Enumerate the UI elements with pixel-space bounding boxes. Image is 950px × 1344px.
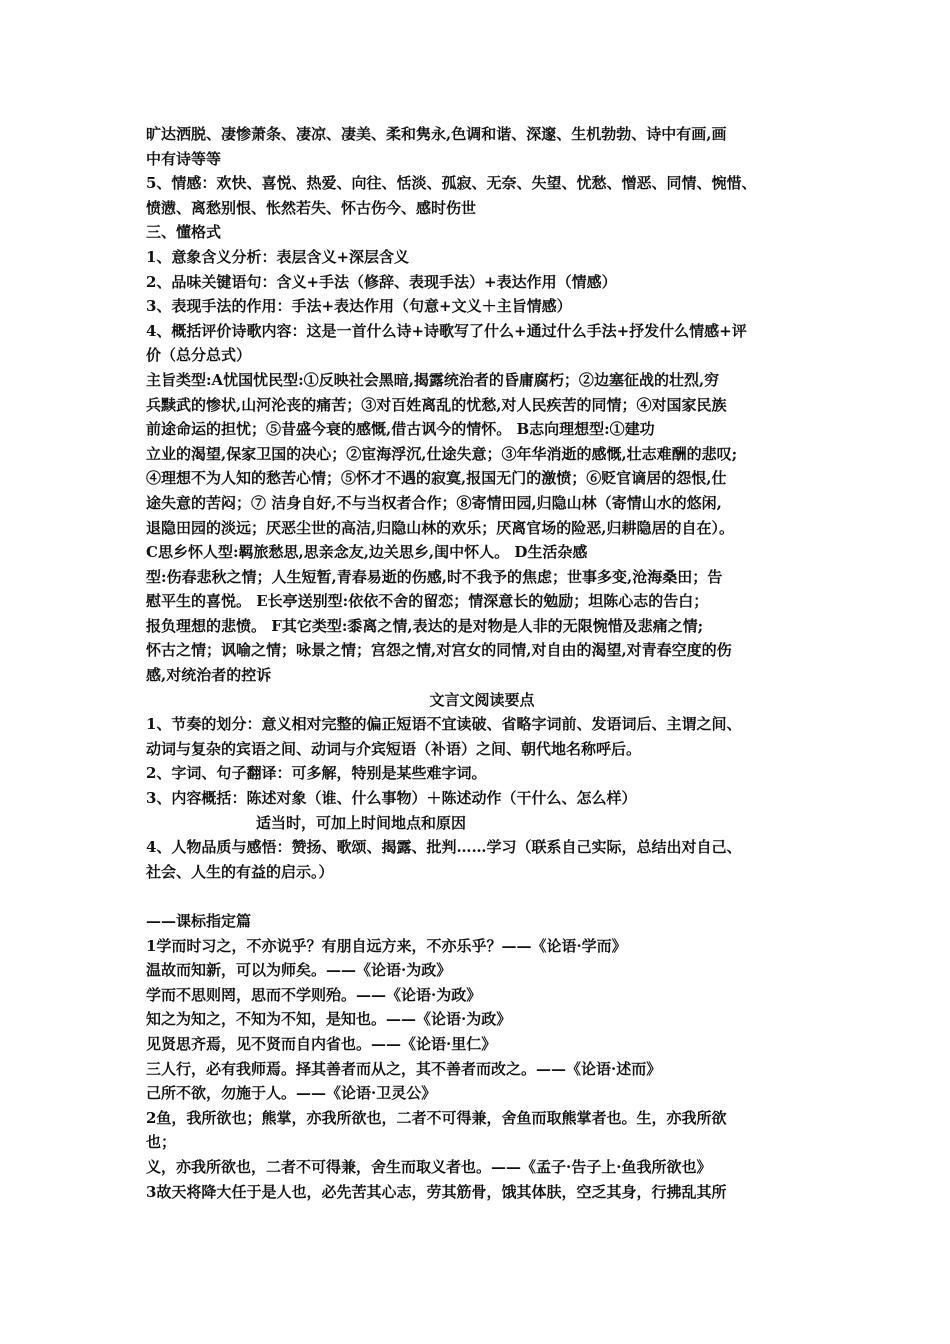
text-line: 感,对统治者的控诉 [146,666,272,685]
text-line: 见贤思齐焉，见不贤而自内省也。——《论语·里仁》 [146,1034,497,1053]
text-line: 1、意象含义分析：表层含义+深层含义 [146,247,410,266]
text-line: 3、表现手法的作用：手法+表达作用（句意+文义＋主旨情感） [146,297,572,316]
text-line: 退隐田园的淡远；厌恶尘世的高洁,归隐山林的欢乐；厌离官场的险恶,归耕隐居的自在）。 [146,518,734,537]
text-line: 己所不欲，勿施于人。——《论语·卫灵公》 [146,1084,437,1103]
text-line: 温故而知新，可以为师矣。——《论语·为政》 [146,961,452,980]
text-line: C思乡怀人型:羁旅愁思,思亲念友,边关思乡,闺中怀人。 D生活杂感 [146,543,588,562]
text-line: 旷达洒脱、凄惨萧条、凄凉、凄美、柔和隽永,色调和谐、深邃、生机勃勃、诗中有画,画 [146,125,727,143]
text-line: 也； [146,1133,177,1152]
text-line: 5、情感：欢快、喜悦、热爱、向往、恬淡、孤寂、无奈、失望、忧愁、憎恶、同情、惋惜、 [146,174,757,193]
text-line: 兵黩武的惨状,山河沦丧的痛苦；③对百姓离乱的忧愁,对人民疾苦的同情；④对国家民族 [146,395,727,414]
text-line: 慰平生的喜悦。 E长亭送别型:依依不舍的留恋；情深意长的勉励；坦陈心志的告白； [146,592,709,611]
text-line: 适当时，可加上时间地点和原因 [256,813,467,832]
text-line: ④理想不为人知的愁苦心情；⑤怀才不遇的寂寞,报国无门的激愤；⑥贬官谪居的怨恨,仕 [146,469,727,488]
text-line: 途失意的苦闷；⑦ 洁身自好,不与当权者合作；⑧寄情田园,归隐山林（寄情山水的悠闲, [146,493,722,512]
text-line: 2、字词、句子翻译：可多解，特别是某些难字词。 [146,764,487,783]
text-line: 学而不思则罔，思而不学则殆。——《论语·为政》 [146,985,482,1004]
text-line: 2、品味关键语句：含义+手法（修辞、表现手法）+表达作用（情感） [146,272,617,291]
text-line: 前途命运的担忧；⑤昔盛今衰的感慨,借古讽今的情怀。 B志向理想型:①建功 [146,420,655,439]
text-line: 报负理想的悲愤。 F其它类型:黍离之情,表达的是对物是人非的无限惋惜及悲痛之情; [146,616,704,635]
text-line: 三、懂格式 [146,223,222,242]
text-line: 主旨类型:A忧国忧民型:①反映社会黑暗,揭露统治者的昏庸腐朽；②边塞征战的壮烈,穷 [146,370,720,389]
text-line: ——课标指定篇 [146,912,252,930]
text-line: 怀古之情；讽喻之情；咏景之情；宫怨之情,对宫女的同情,对自由的渴望,对青春空度的伤 [146,641,732,660]
text-line: 3、内容概括：陈述对象（谁、什么事物）＋陈述动作（干什么、怎么样） [146,789,637,808]
text-line: 中有诗等等 [146,149,222,168]
text-line: 4、概括评价诗歌内容：这是一首什么诗+诗歌写了什么+通过什么手法+抒发什么情感+评 [146,321,747,340]
text-line: 动词与复杂的宾语之间、动词与介宾短语（补语）之间、朝代地名称呼后。 [146,739,642,758]
text-line: 4、人物品质与感悟：赞扬、歌颂、揭露、批判……学习（联系自己实际，总结出对自己、 [146,838,742,857]
text-line: 三人行，必有我师焉。择其善者而从之，其不善者而改之。——《论语·述而》 [146,1059,662,1078]
text-line: 价（总分总式） [146,346,252,365]
text-line: 义，亦我所欲也，二者不可得兼，舍生而取义者也。——《孟子·告子上·鱼我所欲也》 [146,1157,712,1176]
document-body [146,122,818,1204]
text-line [146,884,818,909]
text-line: 1学而时习之，不亦说乎？有朋自远方来，不亦乐乎？——《论语·学而》 [146,936,627,955]
text-line: 1、节奏的划分：意义相对完整的偏正短语不宜读破、省略字词前、发语词后、主谓之间、 [146,715,742,734]
section-heading: 文言文阅读要点 [429,690,535,709]
text-line: 2鱼，我所欲也；熊掌，亦我所欲也，二者不可得兼，舍鱼而取熊掌者也。生，亦我所欲 [146,1108,727,1127]
text-line: 立业的渴望,保家卫国的决心；②宦海浮沉,仕途失意；③年华消逝的感慨,壮志难酬的悲叹; [146,444,738,463]
text-line: 愤懑、离愁别恨、怅然若失、怀古伤今、感时伤世 [146,198,477,217]
text-line: 型:伤春悲秋之情；人生短暂,青春易逝的伤感,时不我予的焦虑；世事多变,沧海桑田；告 [146,567,723,586]
text-line: 3故天将降大任于是人也，必先苦其心志，劳其筋骨，饿其体肤，空乏其身，行拂乱其所 [146,1182,727,1201]
text-line: 社会、人生的有益的启示。） [146,862,334,881]
text-line: 知之为知之，不知为不知，是知也。——《论语·为政》 [146,1010,512,1029]
